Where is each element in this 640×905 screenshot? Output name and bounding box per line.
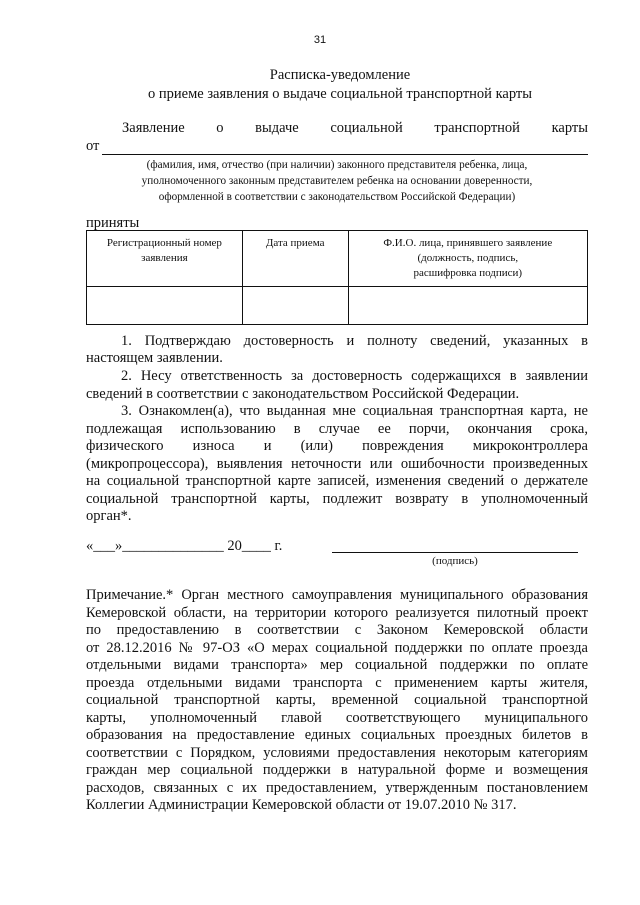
applicant-hint <box>86 157 588 205</box>
table-row <box>87 287 588 325</box>
note-line: проезда отдельными видами транспорта с применением карты жителя, <box>86 675 588 691</box>
applicant-name-field[interactable] <box>102 154 588 155</box>
date-field[interactable]: «___»______________ 20____ г. <box>86 538 283 554</box>
note-line: расходов, связанных с их предоставлением, утвержденным постановлением <box>86 780 588 796</box>
signature-caption: (подпись) <box>432 555 478 567</box>
statement-word: транспортной <box>434 120 520 136</box>
page-number: 31 <box>313 34 327 46</box>
note-line: Коллегии Администрации Кемеровской области от 19.07.2010 № 317. <box>86 797 517 813</box>
note-line: граждан мер социальной поддержки в натуральной форме и возмещения <box>86 762 588 778</box>
registration-number-cell[interactable] <box>87 287 243 325</box>
hint-line: оформленной в соответствии с законодательством Российской Федерации) <box>158 191 516 203</box>
item-2-line: 2. Несу ответственность за достоверность содержащихся в заявлении <box>121 368 588 384</box>
note-line: от 28.12.2016 № 97-ОЗ «О мерах социальной поддержки по оплате проезда <box>86 640 588 656</box>
statement-word: социальной <box>330 120 403 136</box>
statement-line <box>122 120 588 137</box>
note-line: Примечание.* Орган местного самоуправления муниципального образования <box>86 587 588 603</box>
table-header-row <box>87 231 588 287</box>
header-registration-number: Регистрационный номер заявления <box>87 231 243 287</box>
statement-word: карты <box>551 120 588 136</box>
note-line: Кемеровской области, на территории которого реализуется пилотный проект <box>86 605 588 621</box>
item-3-line: подлежащая использованию в случае ее порчи, окончания срока, <box>86 421 588 437</box>
header-date: Дата приема <box>242 231 348 287</box>
item-3-line: физического износа и (или) повреждения микроконтроллера <box>86 438 588 454</box>
statement-word: Заявление <box>122 120 185 136</box>
header-receiver: Ф.И.О. лица, принявшего заявление (должность, подпись, расшифровка подписи) <box>348 231 587 287</box>
note-line: карты, уполномоченный главой соответствующего муниципального <box>86 710 588 726</box>
note-line: соответствии с Порядком, условиями предоставления некоторым категориям <box>86 745 588 761</box>
from-label: от <box>86 138 100 154</box>
item-3-line: орган*. <box>86 508 132 524</box>
hint-line: уполномоченного законным представителем ребенка на основании доверенности, <box>141 175 533 187</box>
signature-field[interactable] <box>332 552 578 553</box>
note-line: социальной транспортной карты, временной социальной транспортной <box>86 692 588 708</box>
note-line: образования на предоставление единых социальных проездных билетов в <box>86 727 588 743</box>
receiver-cell[interactable] <box>348 287 587 325</box>
document-subtitle: о приеме заявления о выдаче социальной транспортной карты <box>148 86 532 102</box>
item-3-line: 3. Ознакомлен(а), что выданная мне социальная транспортная карта, не <box>121 403 588 419</box>
registration-table <box>86 230 588 325</box>
note-line: по предоставлению в соответствии с Законом Кемеровской области <box>86 622 588 638</box>
accepted-label: приняты <box>86 215 140 231</box>
item-1-line: 1. Подтверждаю достоверность и полноту сведений, указанных в <box>121 333 588 349</box>
date-cell[interactable] <box>242 287 348 325</box>
statement-word: выдаче <box>255 120 299 136</box>
statement-word: о <box>216 120 224 136</box>
item-3-line: на социальной транспортной карте записей, изменения сведений о держателе <box>86 473 588 489</box>
item-1-line: настоящем заявлении. <box>86 350 223 366</box>
item-2-line: сведений в соответствии с законодательством Российской Федерации. <box>86 386 520 402</box>
note-line: отдельными видами транспорта» мер социальной поддержки по оплате <box>86 657 588 673</box>
hint-line: (фамилия, имя, отчество (при наличии) законного представителя ребенка, лица, <box>146 159 528 171</box>
item-3-line: (микропроцессора), выявления неточности или ошибочности произведенных <box>86 456 588 472</box>
document-title: Расписка-уведомление <box>269 67 411 83</box>
item-3-line: социальной транспортной карты, подлежит возврату в уполномоченный <box>86 491 588 507</box>
